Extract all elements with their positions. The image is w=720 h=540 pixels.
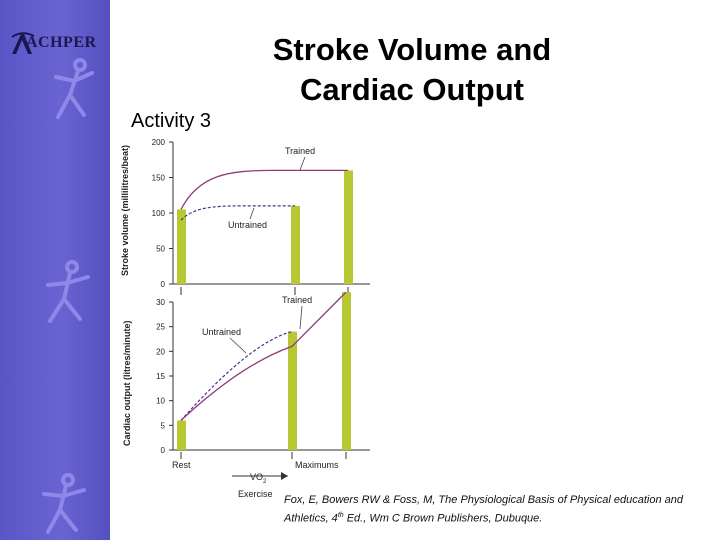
co-legend-untrained-pointer <box>230 338 246 353</box>
sv-y-tick-label: 200 <box>151 138 165 147</box>
activity-label: Activity 3 <box>131 110 212 132</box>
slide-title <box>232 30 592 110</box>
co-legend-untrained: Untrained <box>202 327 242 337</box>
co-x-axis-label: $VO_2$ <box>250 472 267 485</box>
sv-untrained-series-line <box>181 206 295 220</box>
sv-y-tick-label: 100 <box>151 209 165 218</box>
physiology-figure <box>110 128 400 500</box>
co-y-tick-label: 0 <box>160 446 165 455</box>
title-line-1: Stroke Volume and <box>272 32 552 67</box>
co-bar <box>288 332 297 450</box>
co-x-tick-rest: Rest <box>172 460 191 470</box>
sv-y-tick-label: 50 <box>156 244 165 254</box>
sv-legend-untrained-pointer <box>250 208 254 219</box>
co-bar <box>342 292 351 450</box>
sv-legend-trained-pointer <box>300 157 305 170</box>
cardiac-output-chart <box>122 292 370 499</box>
co-y-axis-label: Cardiac output (litres/minute) <box>122 320 132 446</box>
sv-bar <box>344 170 353 284</box>
co-y-tick-label: 30 <box>156 298 165 307</box>
co-x-tick-maximums: Maximums <box>295 460 339 470</box>
sv-y-axis-label: Stroke volume (millilitres/beat) <box>120 144 130 276</box>
co-y-tick-label: 5 <box>160 421 165 431</box>
sv-bar <box>177 209 186 284</box>
co-y-tick-label: 10 <box>156 396 165 406</box>
sv-y-tick-label: 0 <box>160 280 165 289</box>
co-y-tick-label: 20 <box>156 347 165 357</box>
citation: Fox, E, Bowers RW & Foss, M, The Physiological Basis of Physical education and Athletics, 4th Ed., Wm C Brown Publishers, Dubuque. <box>284 494 684 525</box>
sv-trained-series-line <box>181 170 348 209</box>
sv-y-tick-label: 150 <box>151 173 165 183</box>
decorative-sidebar <box>0 0 110 540</box>
title-line-2: Cardiac Output <box>300 72 524 107</box>
sv-legend-trained: Trained <box>285 146 316 156</box>
co-y-tick-label: 15 <box>156 372 165 381</box>
co-y-tick-label: 25 <box>156 322 165 332</box>
co-bar <box>177 420 186 450</box>
stroke-volume-chart <box>120 138 370 295</box>
athlete-figure-icon <box>30 255 105 335</box>
co-legend-trained: Trained <box>282 295 313 305</box>
co-legend-trained-pointer <box>300 306 302 329</box>
sv-legend-untrained: Untrained <box>228 220 268 230</box>
co-x-axis-label-exercise: Exercise <box>238 489 273 499</box>
co-trained-series-line <box>181 292 346 420</box>
logo-text: ACHPER <box>26 34 97 51</box>
x-axis-arrowhead <box>281 472 288 480</box>
athlete-figure-icon <box>28 470 103 540</box>
sv-bar <box>291 206 300 284</box>
athlete-figure-icon <box>40 55 110 135</box>
